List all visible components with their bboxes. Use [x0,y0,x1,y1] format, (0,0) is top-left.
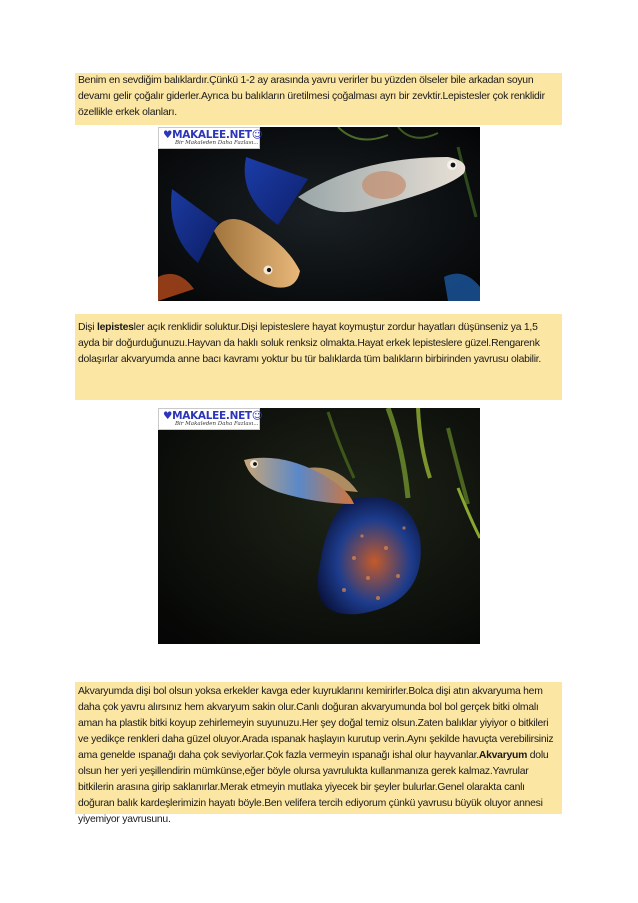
guppy-photo-pair [158,127,480,301]
paragraph-intro: Benim en sevdiğim balıklardır.Çünkü 1-2 ay arasında yavru verirler bu yüzden ölseler bile arkadan soyun devamı gelir çoğalır giderler.Ayrıca bu balıkların üretilmesi çoğalması ayrı bir zevktir.Lepistesler çok renklidir özellikle erkek olanları. [78,75,545,118]
watermark-tagline: Bir Makaleden Daha Fazlası... [175,421,259,427]
guppy-photo-male [158,408,480,644]
guppy-pair-illustration [158,127,480,301]
paragraph-aquarium [78,684,560,828]
bold-keyword: Akvaryum [478,750,528,761]
paragraph-female [78,320,560,368]
paragraph-text: ler açık renklidir soluktur.Dişi lepisteslere hayat koymuştur zordur hayatları düşünseniz ya 1,5 ayda bir doğurduğunuzu.Hayvan da haklı soluk renksiz olmakta.Hayat erkek lepisteslere güzel.Rengarenk dolaşırlar akvaryumda anne bacı kavramı yoktur bu tür balıklarda tüm balıkların birbirinden yavrusu olabilir. [78,322,542,365]
watermark-banner [158,408,263,430]
paragraph-text: dolu olsun her yeri yeşillendirin mümkünse,eğer böyle olursa yavrulukta kullanmanıza gerek kalmaz.Yavrular bitkilerin arasına girip saklanırlar.Merak etmeyin mutlaka yiyecek bir şeyler bulurlar.Genel olarakta canlı doğuran balık kardeşlerimizin hayatı böyle.Ben velifera tercih ediyorum çünkü yavrusu büyük oluyor annesi yiyemiyor yavrusunu. [78,750,549,825]
paragraph-text: Akvaryumda dişi bol olsun yoksa erkekler kavga eder kuyruklarını kemirirler.Bolca dişi atın akvaryuma hem daha çok yavru alırsınız hem akvaryum sakin olur.Canlı doğuran akvaryumunda bol bol gerçek bitki olmalı aman ha plastik bitki koyup zehirlemeyin suyunuzu.Her şey doğal temiz olsun.Zaten balıklar yiyiyor o bitkileri ve yedikçe renkleri daha güzel oluyor.Arada ıspanak haşlayın kurutup verin.Aynı şekilde havuçta verebilirsiniz ama genelde ıspanağı daha çok seviyorlar.Çok fazla vermeyin ıspanağı ishal olur hayvanlar. [78,686,554,761]
watermark-banner [158,127,263,149]
paragraph-text: Dişi [78,322,97,333]
watermark-tagline: Bir Makaleden Daha Fazlası... [175,140,259,146]
watermark-logo: ♥MAKALEE.NET☺ [163,410,263,422]
bold-keyword: lepistes [96,322,134,333]
guppy-male-illustration [158,408,480,644]
watermark-logo: ♥MAKALEE.NET☺ [163,129,263,141]
